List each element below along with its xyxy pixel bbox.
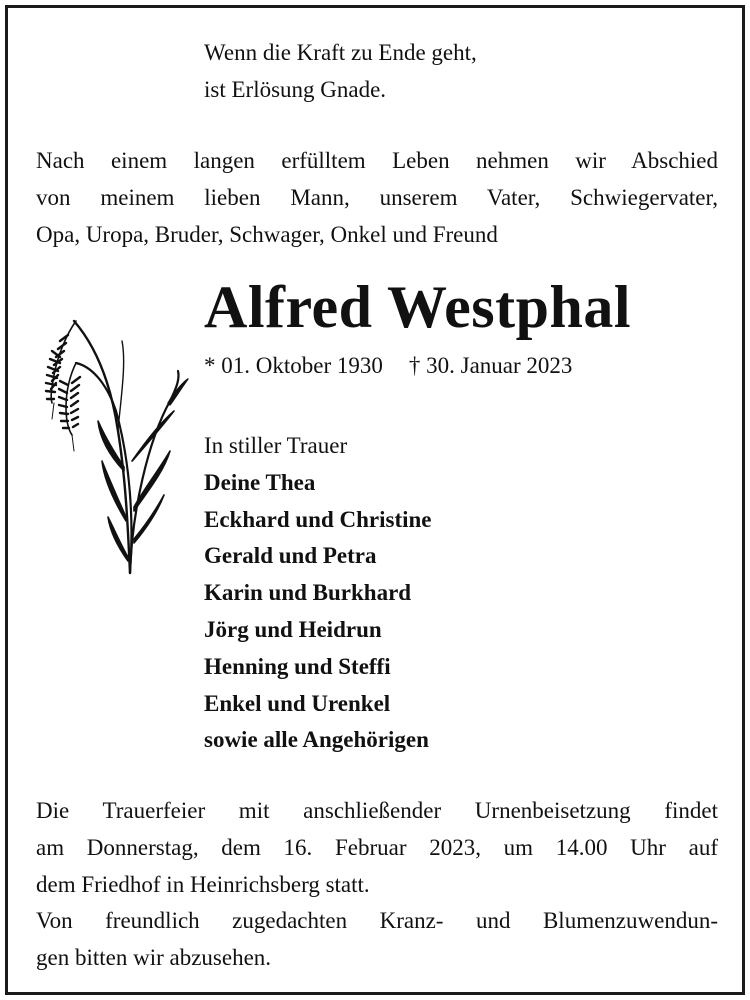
closing-line-4: Von freundlich zugedachten Kranz- und Blumenzuwendun- [36, 908, 718, 934]
mourners-list [204, 428, 432, 759]
intro-line-1: Nach einem langen erfülltem Leben nehmen wir Abschied [36, 148, 718, 173]
mourner-name: Henning und Steffi [204, 653, 391, 679]
birth-date: * 01. Oktober 1930 [204, 353, 383, 378]
closing-line-1: Die Trauerfeier mit anschließender Urnenbeisetzung findet [36, 798, 718, 823]
life-dates [204, 349, 572, 383]
mourner-name: Deine Thea [204, 469, 316, 495]
intro-text [36, 142, 718, 253]
closing-line-5: gen bitten wir abzusehen. [36, 945, 272, 971]
intro-line-2: von meinem lieben Mann, unserem Vater, Schwiegervater, [36, 185, 718, 210]
mourner-name: Gerald und Petra [204, 543, 377, 569]
closing-line-3: dem Friedhof in Heinrichsberg statt. [36, 871, 370, 897]
funeral-notice [36, 793, 718, 977]
motto-line-1: Wenn die Kraft zu Ende geht, [204, 40, 477, 65]
wheat-ear-icon [30, 311, 190, 581]
mourner-name: Jörg und Heidrun [204, 616, 382, 642]
motto-line-2: ist Erlösung Gnade. [204, 77, 387, 102]
mourners-lead: In stiller Trauer [204, 433, 348, 458]
mourner-name: Enkel und Urenkel [204, 690, 391, 716]
intro-line-3: Opa, Uropa, Bruder, Schwager, Onkel und Freund [36, 222, 498, 247]
motto [204, 34, 477, 108]
mourner-name: Karin und Burkhard [204, 580, 412, 606]
obituary-frame [5, 5, 745, 995]
deceased-name: Alfred Westphal [204, 274, 632, 340]
death-date: † 30. Januar 2023 [408, 353, 573, 378]
mourner-name: sowie alle Angehörigen [204, 727, 429, 753]
mourner-name: Eckhard und Christine [204, 506, 432, 532]
closing-line-2: am Donnerstag, dem 16. Februar 2023, um 14.00 Uhr auf [36, 834, 718, 860]
